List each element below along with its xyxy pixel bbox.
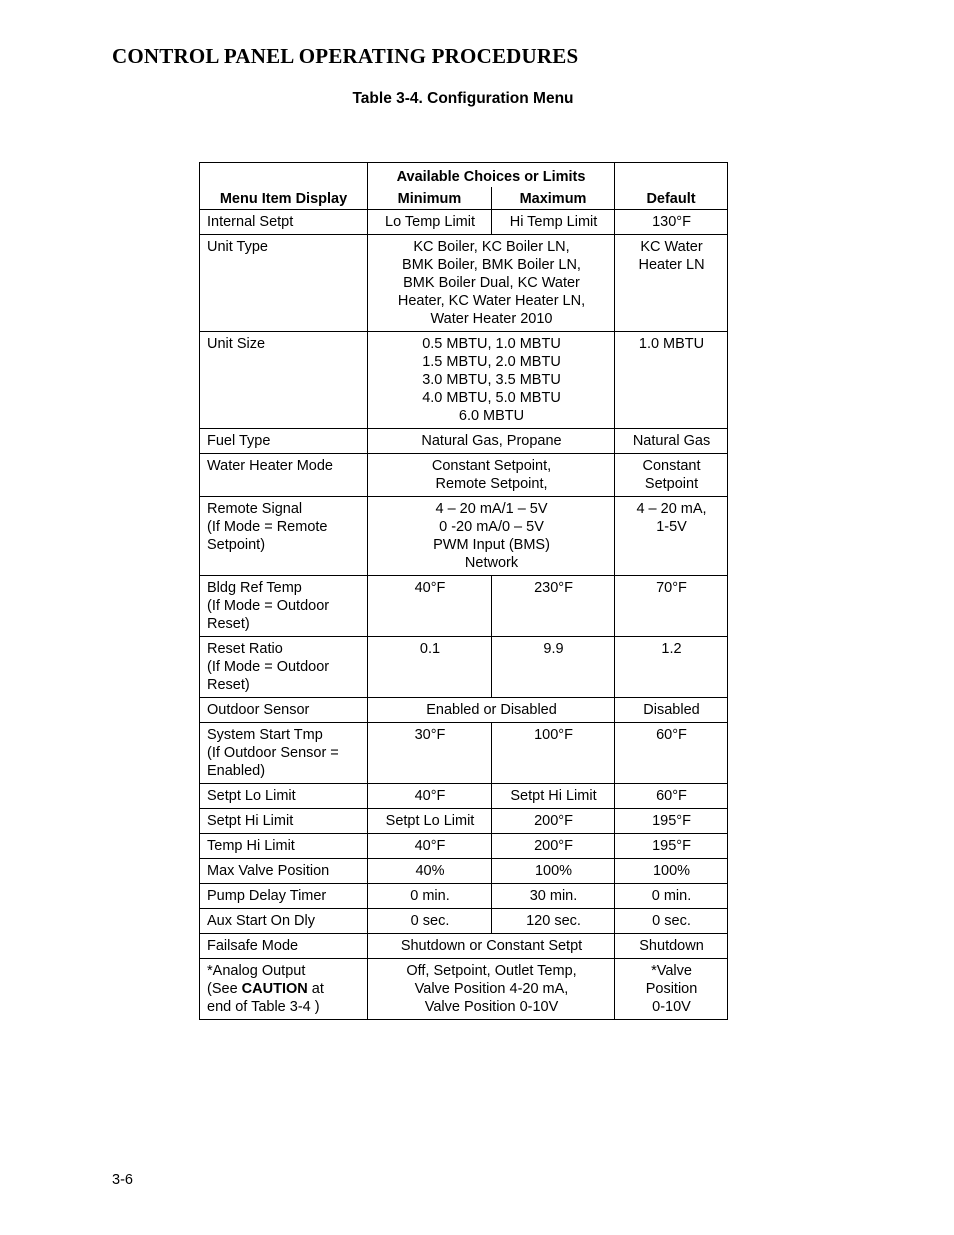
cell-default — [615, 809, 728, 834]
cell-line: *Valve — [651, 963, 692, 979]
cell-maximum — [492, 784, 615, 809]
cell-menu-item — [200, 909, 368, 934]
cell-minimum — [368, 834, 492, 859]
cell-line: 0 min. — [651, 888, 692, 904]
cell-line: Outdoor Sensor — [207, 702, 310, 718]
cell-line: 40°F — [414, 580, 446, 596]
cell-line: 0 min. — [410, 888, 450, 904]
table-row — [200, 834, 728, 859]
cell-choices — [368, 454, 615, 497]
cell-default — [615, 723, 728, 784]
cell-default — [615, 909, 728, 934]
cell-menu-item — [200, 235, 368, 332]
cell-minimum — [368, 723, 492, 784]
cell-menu-item — [200, 497, 368, 576]
cell-line: Lo Temp Limit — [385, 214, 475, 230]
cell-line: 120 sec. — [526, 913, 581, 929]
cell-maximum — [492, 834, 615, 859]
table-row — [200, 859, 728, 884]
cell-line: Fuel Type — [207, 433, 271, 449]
cell-line: Internal Setpt — [207, 214, 294, 230]
cell-choices — [368, 959, 615, 1020]
cell-line: 195°F — [652, 838, 691, 854]
cell-line: 40°F — [414, 838, 446, 854]
header-minimum: Minimum — [368, 187, 492, 210]
cell-default — [615, 784, 728, 809]
table-row — [200, 909, 728, 934]
cell-line: Max Valve Position — [207, 863, 330, 879]
table-row — [200, 884, 728, 909]
cell-default — [615, 859, 728, 884]
cell-line: Enabled or Disabled — [426, 702, 557, 718]
cell-line: 0.1 — [419, 641, 441, 657]
cell-line: Hi Temp Limit — [509, 214, 598, 230]
cell-menu-item — [200, 959, 368, 1020]
cell-menu-item — [200, 884, 368, 909]
cell-maximum — [492, 210, 615, 235]
header-choices-group: Available Choices or Limits — [368, 163, 615, 188]
cell-menu-item — [200, 454, 368, 497]
cell-line: 40% — [415, 863, 445, 879]
cell-line: Reset) — [207, 616, 250, 632]
cell-line: Unit Type — [207, 239, 268, 255]
cell-menu-item — [200, 859, 368, 884]
cell-line: Valve Position 0-10V — [424, 999, 559, 1015]
cell-menu-item — [200, 332, 368, 429]
cell-choices — [368, 235, 615, 332]
cell-default — [615, 429, 728, 454]
cell-choices — [368, 429, 615, 454]
cell-line: *Analog Output — [207, 963, 306, 979]
cell-line: PWM Input (BMS) — [433, 537, 550, 553]
cell-line: Heater, KC Water Heater LN, — [397, 293, 586, 309]
cell-default — [615, 698, 728, 723]
cell-line: KC Boiler, KC Boiler LN, — [413, 239, 570, 255]
cell-default — [615, 959, 728, 1020]
cell-line: 100°F — [534, 727, 573, 743]
cell-line: 30°F — [414, 727, 446, 743]
cell-line: 0-10V — [652, 999, 691, 1015]
cell-default — [615, 332, 728, 429]
cell-line: Setpt Lo Limit — [207, 788, 296, 804]
cell-default — [615, 454, 728, 497]
cell-line: 9.9 — [543, 641, 564, 657]
cell-text: at — [307, 981, 324, 997]
cell-default — [615, 934, 728, 959]
cell-default — [615, 637, 728, 698]
cell-default — [615, 834, 728, 859]
cell-line: Heater LN — [638, 257, 705, 273]
cell-default — [615, 235, 728, 332]
cell-line: Setpt Hi Limit — [510, 788, 597, 804]
cell-minimum — [368, 909, 492, 934]
configuration-menu-table — [199, 162, 728, 1020]
section-title: CONTROL PANEL OPERATING PROCEDURES — [112, 44, 579, 68]
cell-menu-item — [200, 576, 368, 637]
cell-line: (If Mode = Outdoor — [207, 598, 330, 614]
cell-text: (See — [207, 981, 242, 997]
caution-emphasis: CAUTION — [241, 981, 308, 997]
cell-line: Setpoint) — [207, 537, 266, 553]
table-row — [200, 429, 728, 454]
cell-line: Remote Setpoint, — [435, 476, 548, 492]
table-caption: Table 3-4. Configuration Menu — [352, 90, 574, 107]
cell-line: Remote Signal — [207, 501, 303, 517]
cell-line: 70°F — [656, 580, 687, 596]
cell-minimum — [368, 210, 492, 235]
cell-line: end of Table 3-4 ) — [207, 999, 320, 1015]
cell-line: 195°F — [652, 813, 691, 829]
cell-line: Off, Setpoint, Outlet Temp, — [406, 963, 577, 979]
cell-line: Water Heater 2010 — [430, 311, 553, 327]
table-row — [200, 637, 728, 698]
cell-line: 4.0 MBTU, 5.0 MBTU — [422, 390, 561, 406]
cell-line: Water Heater Mode — [207, 458, 333, 474]
cell-line: 60°F — [656, 727, 687, 743]
cell-line: (If Outdoor Sensor = — [207, 745, 339, 761]
cell-line: (If Mode = Remote — [207, 519, 328, 535]
cell-menu-item — [200, 210, 368, 235]
header-default: Default — [615, 163, 728, 210]
cell-line: Disabled — [643, 702, 700, 718]
cell-minimum — [368, 859, 492, 884]
table-row — [200, 784, 728, 809]
cell-line: Bldg Ref Temp — [207, 580, 302, 596]
cell-line: 0 -20 mA/0 – 5V — [439, 519, 544, 535]
cell-default — [615, 210, 728, 235]
table-row — [200, 934, 728, 959]
cell-maximum — [492, 576, 615, 637]
cell-menu-item — [200, 698, 368, 723]
cell-line: 3.0 MBTU, 3.5 MBTU — [422, 372, 561, 388]
cell-default — [615, 497, 728, 576]
cell-line: 4 – 20 mA, — [636, 501, 707, 517]
cell-line: Setpt Hi Limit — [207, 813, 294, 829]
cell-default — [615, 884, 728, 909]
cell-line: (If Mode = Outdoor — [207, 659, 330, 675]
cell-line: KC Water — [640, 239, 703, 255]
cell-line: 100% — [652, 863, 691, 879]
table-row — [200, 576, 728, 637]
cell-line: 4 – 20 mA/1 – 5V — [435, 501, 548, 517]
table-row — [200, 332, 728, 429]
cell-line: 1-5V — [656, 519, 687, 535]
table-row — [200, 235, 728, 332]
cell-line: 200°F — [534, 813, 573, 829]
cell-choices — [368, 497, 615, 576]
cell-maximum — [492, 723, 615, 784]
cell-line: Constant — [642, 458, 701, 474]
cell-line: 40°F — [414, 788, 446, 804]
table-row — [200, 809, 728, 834]
cell-minimum — [368, 884, 492, 909]
header-menu-item: Menu Item Display — [200, 163, 368, 210]
cell-menu-item — [200, 934, 368, 959]
cell-maximum — [492, 884, 615, 909]
table-row — [200, 497, 728, 576]
cell-menu-item — [200, 637, 368, 698]
table-body — [200, 210, 728, 1020]
cell-menu-item — [200, 429, 368, 454]
cell-line: Shutdown or Constant Setpt — [400, 938, 583, 954]
cell-maximum — [492, 859, 615, 884]
cell-line: Pump Delay Timer — [207, 888, 327, 904]
cell-line: Failsafe Mode — [207, 938, 299, 954]
cell-line: 230°F — [534, 580, 573, 596]
cell-line: 0 sec. — [410, 913, 450, 929]
cell-line: Position — [645, 981, 698, 997]
cell-line: Temp Hi Limit — [207, 838, 295, 854]
cell-line: System Start Tmp — [207, 727, 323, 743]
cell-maximum — [492, 637, 615, 698]
cell-minimum — [368, 784, 492, 809]
cell-maximum — [492, 809, 615, 834]
cell-line: 6.0 MBTU — [458, 408, 525, 424]
cell-line: Natural Gas — [632, 433, 711, 449]
page-number: 3-6 — [112, 1172, 133, 1188]
cell-default — [615, 576, 728, 637]
cell-line: BMK Boiler, BMK Boiler LN, — [402, 257, 581, 273]
cell-line — [207, 980, 361, 998]
table-row — [200, 210, 728, 235]
cell-line: Enabled) — [207, 763, 266, 779]
cell-line: Aux Start On Dly — [207, 913, 315, 929]
cell-line: 30 min. — [529, 888, 578, 904]
cell-line: BMK Boiler Dual, KC Water — [403, 275, 580, 291]
cell-choices — [368, 332, 615, 429]
cell-line: 0 sec. — [652, 913, 691, 929]
cell-line: 1.2 — [661, 641, 682, 657]
cell-line: Valve Position 4-20 mA, — [414, 981, 569, 997]
cell-line: Reset Ratio — [207, 641, 283, 657]
table-header-row-top — [200, 163, 728, 188]
cell-choices — [368, 934, 615, 959]
cell-menu-item — [200, 809, 368, 834]
cell-line: 100% — [534, 863, 573, 879]
cell-minimum — [368, 809, 492, 834]
header-maximum: Maximum — [492, 187, 615, 210]
cell-line: Network — [464, 555, 519, 571]
cell-line: 60°F — [656, 788, 687, 804]
cell-line: 200°F — [534, 838, 573, 854]
cell-line: Unit Size — [207, 336, 266, 352]
table-row — [200, 698, 728, 723]
cell-line: 0.5 MBTU, 1.0 MBTU — [422, 336, 561, 352]
cell-minimum — [368, 637, 492, 698]
table-row — [200, 454, 728, 497]
cell-line: Natural Gas, Propane — [421, 433, 562, 449]
cell-minimum — [368, 576, 492, 637]
cell-line: Reset) — [207, 677, 250, 693]
cell-line: 1.0 MBTU — [638, 336, 705, 352]
cell-menu-item — [200, 723, 368, 784]
cell-menu-item — [200, 834, 368, 859]
cell-line: 130°F — [652, 214, 691, 230]
cell-line: Setpt Lo Limit — [385, 813, 475, 829]
cell-line: Shutdown — [639, 938, 704, 954]
cell-choices — [368, 698, 615, 723]
cell-maximum — [492, 909, 615, 934]
cell-line: Setpoint — [644, 476, 699, 492]
cell-line: 1.5 MBTU, 2.0 MBTU — [422, 354, 561, 370]
table-row-analog-output — [200, 959, 728, 1020]
cell-menu-item — [200, 784, 368, 809]
cell-line: Constant Setpoint, — [431, 458, 552, 474]
table-row — [200, 723, 728, 784]
